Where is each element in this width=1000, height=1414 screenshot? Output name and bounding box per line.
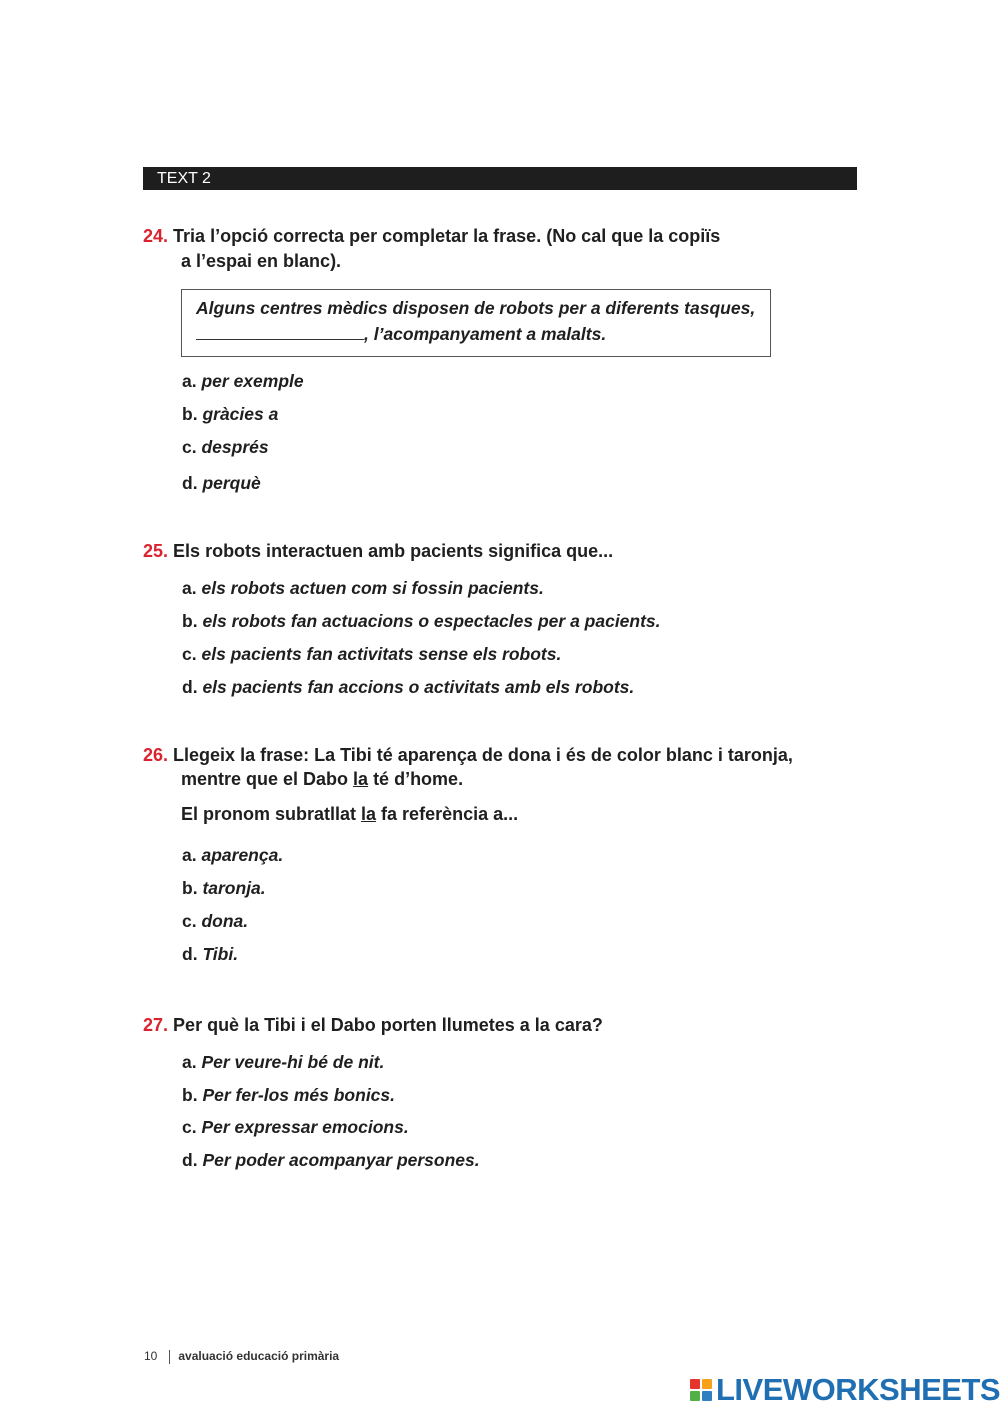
- option-text: gràcies a: [202, 404, 279, 424]
- question-text: Tria l’opció correcta per completar la frase. (No cal que la copiïs: [173, 226, 721, 246]
- question-number: 25.: [143, 541, 169, 561]
- option-letter: a.: [182, 1052, 197, 1072]
- option-letter: d.: [182, 1150, 198, 1170]
- option-24b[interactable]: [182, 404, 278, 425]
- option-letter: d.: [182, 944, 198, 964]
- logo-square-red: [690, 1379, 700, 1389]
- option-27c[interactable]: [182, 1117, 409, 1138]
- option-text: Per expressar emocions.: [201, 1117, 409, 1137]
- sentence-line-1: Alguns centres mèdics disposen de robots per a diferents tasques,: [196, 298, 756, 318]
- option-letter: d.: [182, 677, 198, 697]
- fill-blank[interactable]: [196, 325, 364, 340]
- question-text: Llegeix la frase: La Tibi té aparença de dona i és de color blanc i taronja,: [173, 745, 793, 765]
- option-text: després: [201, 437, 269, 457]
- option-text: taronja.: [202, 878, 266, 898]
- option-text: Per fer-los més bonics.: [202, 1085, 396, 1105]
- page-footer: [144, 1349, 339, 1364]
- option-24a[interactable]: [182, 371, 304, 392]
- logo-text: LIVEWORKSHEETS: [716, 1372, 1000, 1407]
- option-text: per exemple: [201, 371, 304, 391]
- option-letter: c.: [182, 644, 197, 664]
- logo-square-green: [690, 1391, 700, 1401]
- option-text: aparença.: [201, 845, 284, 865]
- section-title: TEXT 2: [157, 170, 211, 187]
- logo-icon: [690, 1379, 712, 1401]
- option-text: Per poder acompanyar persones.: [202, 1150, 480, 1170]
- option-text: Tibi.: [202, 944, 239, 964]
- option-text: els pacients fan activitats sense els robots.: [201, 644, 562, 664]
- section-header: [143, 167, 857, 190]
- footer-divider: [169, 1350, 170, 1364]
- option-text: els robots fan actuacions o espectacles per a pacients.: [202, 611, 661, 631]
- footer-label: avaluació educació primària: [178, 1349, 340, 1363]
- option-27d[interactable]: [182, 1150, 480, 1171]
- option-letter: b.: [182, 611, 198, 631]
- option-text: dona.: [201, 911, 249, 931]
- prompt-end: fa referència a...: [376, 804, 519, 824]
- line-2-start: mentre que el Dabo: [181, 769, 354, 789]
- logo-square-blue: [702, 1391, 712, 1401]
- option-24d[interactable]: [182, 473, 261, 494]
- prompt-start: El pronom subratllat: [181, 804, 362, 824]
- question-24: [143, 224, 720, 274]
- option-24c[interactable]: [182, 437, 269, 458]
- question-number: 27.: [143, 1015, 169, 1035]
- option-letter: a.: [182, 845, 197, 865]
- page-number: 10: [144, 1349, 158, 1363]
- option-letter: a.: [182, 578, 197, 598]
- question-number: 26.: [143, 745, 169, 765]
- question-26: [143, 743, 793, 768]
- option-text: els pacients fan accions o activitats amb els robots.: [202, 677, 635, 697]
- option-26c[interactable]: [182, 911, 248, 932]
- underlined-pronoun: la: [361, 804, 377, 824]
- sentence-line-2: [196, 324, 606, 345]
- option-27a[interactable]: [182, 1052, 384, 1073]
- question-26-line-2: [181, 769, 463, 790]
- option-25c[interactable]: [182, 644, 561, 665]
- liveworksheets-logo: [690, 1374, 1000, 1406]
- line-2-end: té d’home.: [368, 769, 464, 789]
- option-letter: d.: [182, 473, 198, 493]
- logo-square-orange: [702, 1379, 712, 1389]
- option-letter: a.: [182, 371, 197, 391]
- question-26-prompt: [181, 804, 518, 825]
- question-text: Per què la Tibi i el Dabo porten llumetes a la cara?: [173, 1015, 603, 1035]
- option-text: Per veure-hi bé de nit.: [201, 1052, 385, 1072]
- question-text: Els robots interactuen amb pacients significa que...: [173, 541, 614, 561]
- option-text: els robots actuen com si fossin pacients.: [201, 578, 544, 598]
- option-26b[interactable]: [182, 878, 266, 899]
- option-25d[interactable]: [182, 677, 634, 698]
- option-letter: b.: [182, 878, 198, 898]
- option-text: perquè: [202, 473, 261, 493]
- question-number: 24.: [143, 226, 169, 246]
- option-letter: c.: [182, 911, 197, 931]
- option-25b[interactable]: [182, 611, 661, 632]
- option-26a[interactable]: [182, 845, 283, 866]
- question-25: [143, 539, 613, 564]
- question-27: [143, 1013, 603, 1038]
- option-25a[interactable]: [182, 578, 544, 599]
- option-26d[interactable]: [182, 944, 238, 965]
- sentence-line-2-text: , l’acompanyament a malalts.: [364, 324, 607, 344]
- option-27b[interactable]: [182, 1085, 395, 1106]
- option-letter: c.: [182, 1117, 197, 1137]
- underlined-pronoun: la: [353, 769, 369, 789]
- question-text-continued: a l’espai en blanc).: [181, 251, 342, 271]
- option-letter: b.: [182, 1085, 198, 1105]
- option-letter: c.: [182, 437, 197, 457]
- option-letter: b.: [182, 404, 198, 424]
